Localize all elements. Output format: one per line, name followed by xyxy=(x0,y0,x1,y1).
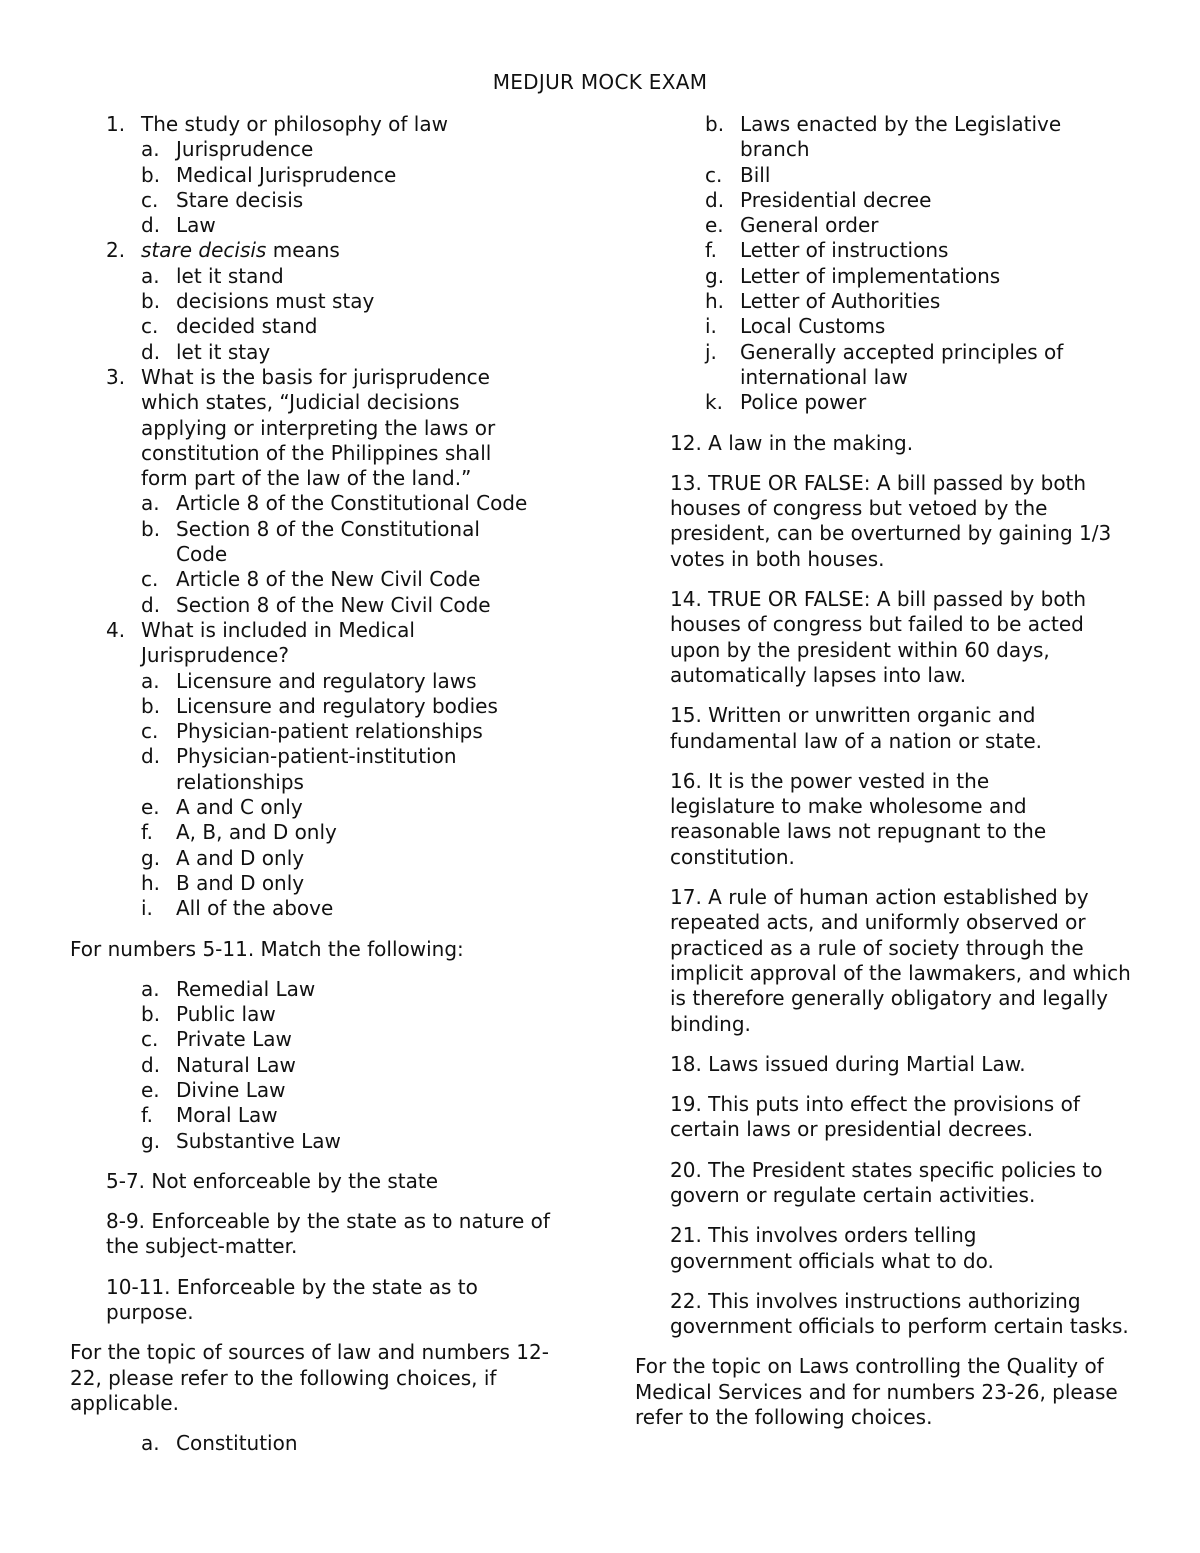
source-item: 15. Written or unwritten organic and fundamental law of a nation or state. xyxy=(670,703,1043,753)
option-letter: k. xyxy=(705,390,723,415)
question-1 xyxy=(70,112,570,137)
option xyxy=(635,163,1140,188)
option-text: Law xyxy=(176,213,216,238)
question-number: 2. xyxy=(106,238,126,263)
option-letter: g. xyxy=(141,1128,161,1153)
option xyxy=(70,491,570,516)
source-item: 16. It is the power vested in the legislature to make wholesome and reasonable laws not repugnant to the constitution. xyxy=(670,768,1047,869)
option xyxy=(70,719,570,744)
option-text: Section 8 of the New Civil Code xyxy=(176,592,491,617)
question-text: means xyxy=(266,238,340,263)
option xyxy=(70,1078,570,1103)
option-letter: b. xyxy=(141,516,161,541)
source-item: 20. The President states specific policies to govern or regulate certain activities. xyxy=(670,1157,1103,1207)
source-item: 21. This involves orders telling government officials what to do. xyxy=(670,1223,994,1273)
option-text: A and C only xyxy=(176,795,303,820)
option-text: Moral Law xyxy=(176,1103,278,1128)
option-text: Letter of Authorities xyxy=(740,289,941,314)
option-text: All of the above xyxy=(176,896,334,921)
option xyxy=(70,795,570,820)
option-text: Physician-patient-institution relationships xyxy=(176,744,457,794)
option xyxy=(70,977,570,1002)
option-letter: d. xyxy=(141,213,161,238)
left-column xyxy=(70,112,570,1457)
source-item: 18. Laws issued during Martial Law. xyxy=(670,1051,1026,1076)
option-text: Licensure and regulatory bodies xyxy=(176,693,498,718)
option-letter: b. xyxy=(141,1002,161,1027)
option-text: Letter of implementations xyxy=(740,263,1001,288)
option-text: Police power xyxy=(740,390,867,415)
option-letter: g. xyxy=(141,845,161,870)
question-number: 4. xyxy=(106,617,126,642)
option-letter: d. xyxy=(705,187,725,212)
option xyxy=(70,593,570,618)
option xyxy=(70,669,570,694)
option-letter: a. xyxy=(141,137,160,162)
option xyxy=(70,163,570,188)
source-item: 13. TRUE OR FALSE: A bill passed by both houses of congress but vetoed by the president, can be overturned by gaining 1/3 votes in both houses. xyxy=(670,470,1112,571)
option-text: Constitution xyxy=(176,1431,298,1456)
option-text: General order xyxy=(740,213,879,238)
page-title: MEDJUR MOCK EXAM xyxy=(492,70,708,94)
option xyxy=(70,567,570,592)
option-letter: a. xyxy=(141,263,160,288)
option-text: A and D only xyxy=(176,845,305,870)
option-letter: e. xyxy=(141,795,160,820)
source-item: 22. This involves instructions authorizing government officials to perform certain tasks. xyxy=(670,1288,1129,1339)
option-text: Divine Law xyxy=(176,1077,286,1102)
sources-choices-part2 xyxy=(635,112,1140,416)
option-letter: a. xyxy=(141,668,160,693)
option-letter: d. xyxy=(141,592,161,617)
option xyxy=(70,694,570,719)
option xyxy=(70,896,570,921)
sources-intro: For the topic of sources of law and numbers 12-22, please refer to the following choices, if applicable. xyxy=(70,1340,549,1415)
option xyxy=(70,264,570,289)
match-choices xyxy=(70,977,570,1154)
question-4 xyxy=(70,618,570,669)
option xyxy=(70,340,570,365)
option-letter: f. xyxy=(141,1103,153,1128)
option-letter: i. xyxy=(705,314,717,339)
option-text: Medical Jurisprudence xyxy=(176,162,397,187)
option xyxy=(70,314,570,339)
option-letter: h. xyxy=(705,289,725,314)
option-letter: g. xyxy=(705,263,725,288)
option-text: Article 8 of the New Civil Code xyxy=(176,567,481,592)
option-letter: i. xyxy=(141,896,153,921)
option xyxy=(635,238,1140,263)
option-text: let it stay xyxy=(176,339,271,364)
option xyxy=(635,264,1140,289)
option-text: Section 8 of the Constitutional Code xyxy=(176,516,480,567)
option-text: A, B, and D only xyxy=(176,820,337,845)
option-letter: a. xyxy=(141,491,160,516)
option-text: Substantive Law xyxy=(176,1128,341,1153)
match-intro: For numbers 5-11. Match the following: xyxy=(70,936,464,961)
option-text: B and D only xyxy=(176,870,305,895)
option xyxy=(70,1002,570,1027)
quality-intro: For the topic on Laws controlling the Quality of Medical Services and for numbers 23-26, please refer to the following choices. xyxy=(635,1354,1118,1430)
option-text: decided stand xyxy=(176,314,318,339)
option xyxy=(635,314,1140,339)
option-letter: f. xyxy=(141,820,153,845)
match-item: 8-9. Enforceable by the state as to nature of the subject-matter. xyxy=(106,1209,550,1259)
option-text: Letter of instructions xyxy=(740,238,949,263)
option-text: Generally accepted principles of international law xyxy=(740,339,1064,389)
option-text: Presidential decree xyxy=(740,187,932,212)
option-letter: f. xyxy=(705,238,717,263)
match-item: 5-7. Not enforceable by the state xyxy=(106,1168,439,1193)
option-letter: b. xyxy=(705,112,725,136)
option xyxy=(635,289,1140,314)
option xyxy=(70,820,570,845)
option-text: decisions must stay xyxy=(176,289,375,314)
option-letter: c. xyxy=(141,1027,159,1052)
option xyxy=(70,871,570,896)
option xyxy=(70,846,570,871)
question-number: 1. xyxy=(106,112,126,136)
option-text: Local Customs xyxy=(740,314,886,339)
option-text: Stare decisis xyxy=(176,187,304,212)
option-letter: c. xyxy=(705,162,723,187)
option-letter: j. xyxy=(705,339,717,364)
option-text: Natural Law xyxy=(176,1052,296,1077)
option xyxy=(70,1103,570,1128)
question-number: 3. xyxy=(106,364,126,389)
option xyxy=(635,112,1140,163)
question-text: What is the basis for jurisprudence which states, “Judicial decisions applying or interpreting the laws or constitution of the Philippines shall form part of the law of the land.” xyxy=(141,364,496,491)
option-letter: d. xyxy=(141,339,161,364)
option xyxy=(70,213,570,238)
source-item: 19. This puts into effect the provisions of certain laws or presidential decrees. xyxy=(670,1092,1080,1142)
option-text: Private Law xyxy=(176,1027,292,1052)
option-text: Remedial Law xyxy=(176,976,316,1001)
option-letter: d. xyxy=(141,744,161,769)
option-text: Bill xyxy=(740,162,771,187)
option-letter: c. xyxy=(141,314,159,339)
option-letter: h. xyxy=(141,870,161,895)
option xyxy=(70,1129,570,1154)
question-text: The study or philosophy of law xyxy=(141,112,448,136)
option-letter: e. xyxy=(705,213,724,238)
option xyxy=(70,1053,570,1078)
option-text: Licensure and regulatory laws xyxy=(176,668,477,693)
option xyxy=(70,517,570,568)
question-text-italic: stare decisis xyxy=(141,238,267,263)
option-text: Article 8 of the Constitutional Code xyxy=(176,491,528,516)
option-text: Jurisprudence xyxy=(176,137,314,162)
option xyxy=(70,744,570,795)
source-item: 17. A rule of human action established by repeated acts, and uniformly observed or practiced as a rule of society through the implicit approval of the lawmakers, and which is therefore generally obligatory and legally binding. xyxy=(670,885,1131,1036)
option-letter: c. xyxy=(141,187,159,212)
option-letter: a. xyxy=(141,976,160,1001)
question-3 xyxy=(70,365,570,491)
option-letter: b. xyxy=(141,693,161,718)
option-letter: e. xyxy=(141,1077,160,1102)
question-text: What is included in Medical Jurisprudence? xyxy=(141,617,415,668)
option-text: let it stand xyxy=(176,263,284,288)
option xyxy=(635,390,1140,415)
option xyxy=(635,340,1140,391)
option xyxy=(70,289,570,314)
option xyxy=(635,188,1140,213)
source-item: 14. TRUE OR FALSE: A bill passed by both houses of congress but failed to be acted upon by the president within 60 days, automatically lapses into law. xyxy=(670,587,1087,687)
option-letter: a. xyxy=(141,1431,160,1456)
option-letter: c. xyxy=(141,567,159,592)
option xyxy=(635,213,1140,238)
option-text: Public law xyxy=(176,1002,276,1027)
option-letter: d. xyxy=(141,1052,161,1077)
option-letter: c. xyxy=(141,719,159,744)
option xyxy=(70,1431,570,1456)
option-letter: b. xyxy=(141,289,161,314)
option xyxy=(70,137,570,162)
option xyxy=(70,188,570,213)
match-item: 10-11. Enforceable by the state as to purpose. xyxy=(106,1274,478,1325)
source-item: 12. A law in the making. xyxy=(670,430,914,455)
sources-choices-part1 xyxy=(70,1431,570,1456)
right-column xyxy=(635,112,1140,1430)
option-letter: b. xyxy=(141,162,161,187)
question-2 xyxy=(70,238,570,263)
option xyxy=(70,1027,570,1052)
option-text: Laws enacted by the Legislative branch xyxy=(740,112,1062,162)
option-text: Physician-patient relationships xyxy=(176,719,483,744)
